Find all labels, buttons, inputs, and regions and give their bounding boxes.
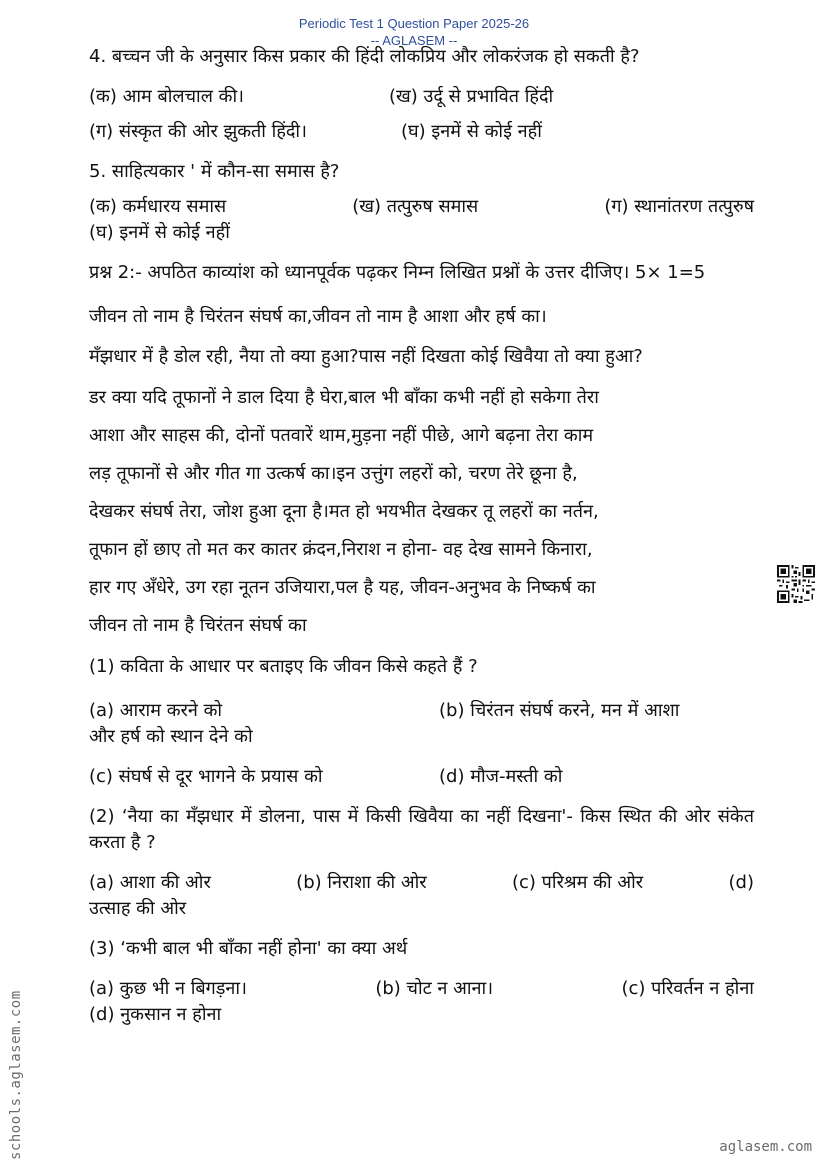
- sq1-option-b: (b) चिरंतन संघर्ष करने, मन में आशा: [439, 700, 680, 721]
- qr-code-icon: [777, 565, 815, 603]
- sq2-option-c: (c) परिश्रम की ओर: [512, 872, 644, 893]
- q4-option-kha: (ख) उर्दू से प्रभावित हिंदी: [389, 86, 554, 107]
- sq2-option-d-continued: उत्साह की ओर: [89, 898, 187, 919]
- poem-line: डर क्या यदि तूफानों ने डाल दिया है घेरा,बाल भी बाँका कभी नहीं हो सकेगा तेरा: [89, 387, 599, 408]
- poem-line-2: मँझधार में है डोल रही, नैया तो क्या हुआ?पास नहीं दिखता कोई खिवैया तो क्या हुआ?: [89, 346, 643, 367]
- header-brand: -- AGLASEM --: [370, 33, 458, 48]
- sq1-option-b-continued: और हर्ष को स्थान देने को: [89, 726, 253, 747]
- poem-line: जीवन तो नाम है चिरंतन संघर्ष का: [89, 615, 307, 636]
- sub-question-1: (1) कविता के आधार पर बताइए कि जीवन किसे कहते हैं ?: [89, 656, 478, 677]
- poem-line: आशा और साहस की, दोनों पतवारें थाम,मुड़ना नहीं पीछे, आगे बढ़ना तेरा काम: [89, 425, 594, 446]
- q4-option-ga: (ग) संस्कृत की ओर झुकती हिंदी।: [89, 121, 307, 142]
- sq1-option-d: (d) मौज-मस्ती को: [439, 766, 563, 787]
- watermark-right: aglasem.com: [719, 1139, 812, 1155]
- poem-line: तूफान हों छाए तो मत कर कातर क्रंदन,निराश न होना- वह देख सामने किनारा,: [89, 539, 593, 560]
- question-4: 4. बच्चन जी के अनुसार किस प्रकार की हिंदी लोकप्रिय और लोकरंजक हो सकती है?: [89, 46, 640, 67]
- sq3-option-c: (c) परिवर्तन न होना: [621, 978, 754, 999]
- sq1-option-a: (a) आराम करने को: [89, 700, 223, 721]
- sq1-option-c: (c) संघर्ष से दूर भागने के प्रयास को: [89, 766, 323, 787]
- poem-line: देखकर संघर्ष तेरा, जोश हुआ दूना है।मत हो भयभीत देखकर तू लहरों का नर्तन,: [89, 501, 599, 522]
- poem-line: हार गए अँधेरे, उग रहा नूतन उजियारा,पल है यह, जीवन-अनुभव के निष्कर्ष का: [89, 577, 596, 598]
- sq3-option-b: (b) चोट न आना।: [375, 978, 494, 999]
- q5-option-ka: (क) कर्मधारय समास: [89, 196, 227, 217]
- header-title: Periodic Test 1 Question Paper 2025-26: [298, 16, 530, 31]
- q5-option-ga: (ग) स्थानांतरण तत्पुरुष: [604, 196, 754, 217]
- section-2-instruction: प्रश्न 2:- अपठित काव्यांश को ध्यानपूर्वक पढ़कर निम्न लिखित प्रश्नों के उत्तर दीजिए। 5× 1=5: [89, 262, 706, 283]
- sq3-option-d: (d) नुकसान न होना: [89, 1004, 222, 1025]
- q4-options-row-2: [89, 119, 754, 145]
- sq3-options-row: [89, 976, 754, 1002]
- q5-option-kha: (ख) तत्पुरुष समास: [352, 196, 479, 217]
- question-5: 5. साहित्यकार ' में कौन-सा समास है?: [89, 161, 340, 182]
- sq2-options-row: [89, 870, 754, 896]
- sq2-option-a: (a) आशा की ओर: [89, 872, 211, 893]
- q5-options-row-2: [89, 220, 754, 246]
- watermark-left: schools.aglasem.com: [8, 990, 24, 1160]
- poem-line: लड़ तूफानों से और गीत गा उत्कर्ष का।इन उत्तुंग लहरों को, चरण तेरे छूना है,: [89, 463, 578, 484]
- sub-question-3: (3) ‘कभी बाल भी बाँका नहीं होना' का क्या अर्थ: [89, 938, 408, 959]
- q4-option-ka: (क) आम बोलचाल की।: [89, 86, 244, 107]
- q5-options-row-1: [89, 194, 754, 220]
- poem-stanza: [89, 379, 754, 645]
- sq2-option-b: (b) निराशा की ओर: [296, 872, 427, 893]
- q5-option-gha: (घ) इनमें से कोई नहीं: [89, 222, 230, 243]
- q4-options-row-1: [89, 84, 754, 110]
- sq1-options-row-1: [89, 698, 754, 724]
- sq1-options-row-2: [89, 764, 754, 790]
- sq2-option-d: (d): [728, 872, 754, 893]
- sub-question-2: (2) ‘नैया का मँझधार में डोलना, पास में किसी खिवैया का नहीं दिखना'- किस स्थित की ओर संकेत करता है ?: [89, 806, 754, 853]
- poem-line-1: जीवन तो नाम है चिरंतन संघर्ष का,जीवन तो नाम है आशा और हर्ष का।: [89, 306, 547, 327]
- question-paper-body: [89, 44, 754, 1028]
- q4-option-gha: (घ) इनमें से कोई नहीं: [401, 121, 542, 142]
- sq3-option-a: (a) कुछ भी न बिगड़ना।: [89, 978, 247, 999]
